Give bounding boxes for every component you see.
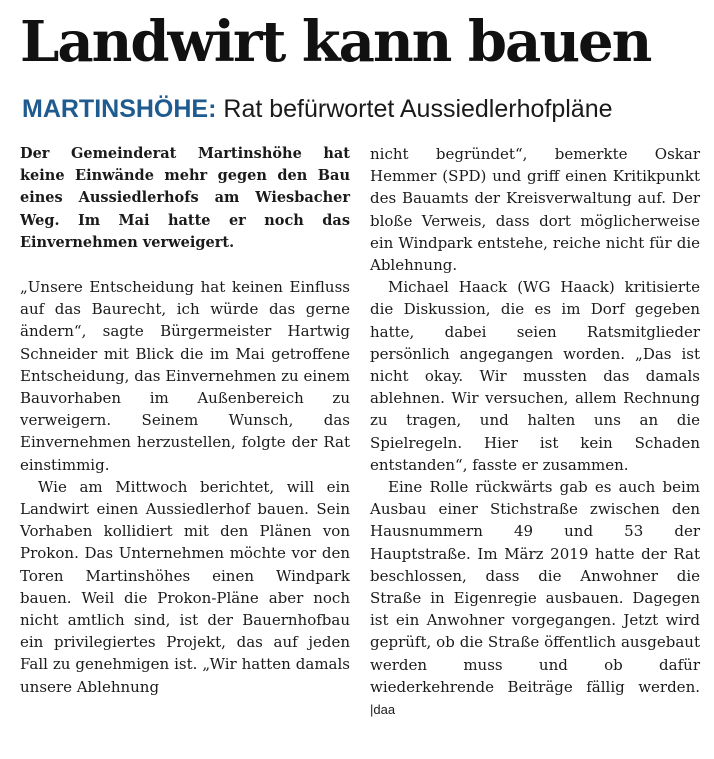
body-paragraph-4: Michael Haack (WG Haack) kritisierte die Diskussion, die es im Dorf gegeben hatte, dabei seien Ratsmitglieder persönlich angegangen worden. „Das ist nicht okay. Wir mussten das damals ablehnen. Wir versuchen, allem Rechnung zu tragen, und halten uns an die Spielregeln. Hier ist kein Schaden entstanden“, fasste er zusammen. — [370, 278, 700, 474]
subheadline: Rat befürwortet Aussiedlerhofpläne — [223, 95, 613, 123]
body-paragraph-5 — [370, 476, 700, 721]
body-paragraph-2: Wie am Mittwoch berichtet, will ein Landwirt einen Aussiedlerhof bauen. Sein Vorhaben kollidiert mit den Plänen von Prokon. Das Unternehmen möchte vor den Toren Martinshöhes einen Windpark bauen. Weil die Prokon-Pläne aber noch nicht amtlich sind, ist der Bauernhofbau ein privilegiertes Projekt, das auf jeden Fall zu genehmigen ist. „Wir hatten damals unsere Ablehnung — [20, 477, 350, 696]
column-left — [20, 143, 350, 698]
spacer — [20, 254, 350, 276]
column-right — [370, 143, 700, 721]
headline: Landwirt kann bauen — [20, 9, 651, 75]
subheadline-row — [22, 94, 613, 124]
body-paragraph-5-text: Eine Rolle rückwärts gab es auch beim Ausbau einer Stichstraße zwischen den Hausnummern 49 und 53 der Hauptstraße. Im März 2019 hatte der Rat beschlossen, dass die Anwohner die Straße in Eigenregie ausbauen. Dagegen ist ein Anwohner vorgegangen. Jetzt wird geprüft, ob die Straße öffentlich ausgebaut werden muss und ob dafür wiederkehrende Beiträge fällig werden. — [370, 478, 700, 696]
body-paragraph-3: nicht begründet“, bemerkte Oskar Hemmer (SPD) und griff einen Kritikpunkt des Bauamts der Kreisverwaltung auf. Der bloße Verweis, dass dort möglicherweise ein Windpark entstehe, reiche nicht für die Ablehnung. — [370, 145, 700, 275]
kicker-location: MARTINSHÖHE: — [22, 95, 217, 123]
body-paragraph-1: „Unsere Entscheidung hat keinen Einfluss auf das Baurecht, ich würde das gerne ändern“, sagte Bürgermeister Hartwig Schneider mit Blick die im Mai getroffene Entscheidung, das Einvernehmen zu einem Bauvorhaben im Außenbereich zu verweigern. Seinem Wunsch, das Einvernehmen herzustellen, folgte der Rat einstimmig. — [20, 278, 350, 474]
lead-paragraph: Der Gemeinderat Martinshöhe hat keine Einwände mehr gegen den Bau eines Aussiedlerhofs am Wiesbacher Weg. Im Mai hatte er noch das Einvernehmen verweigert. — [20, 145, 350, 251]
author-tag: |daa — [370, 702, 396, 718]
